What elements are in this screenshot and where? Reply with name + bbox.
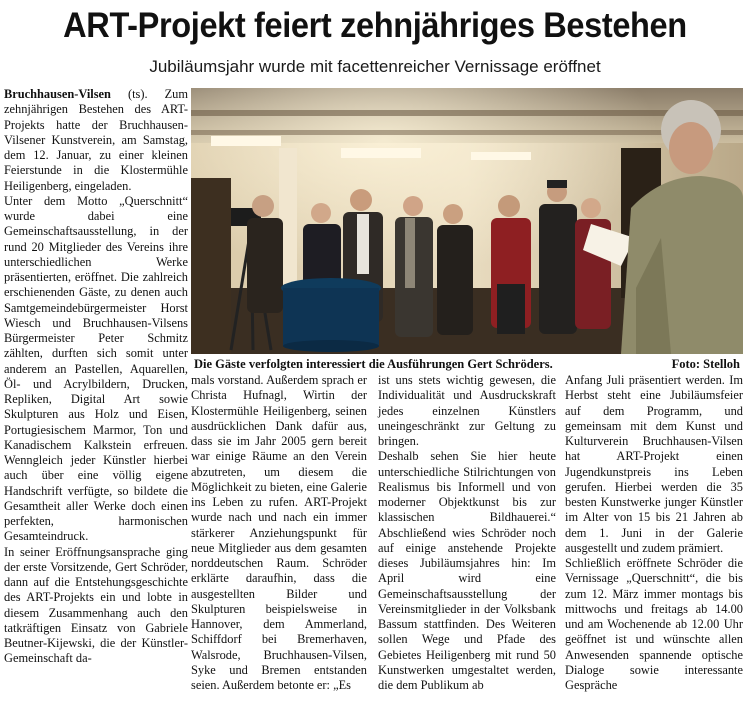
- article-column-2: [191, 373, 367, 693]
- paragraph-4-end: Anfang Juli präsentiert werden. Im Herbst steht eine Jubiläumsfeier auf dem Programm, und gemeinsam mit dem Kunst und Kulturverein Bruchhausen-Vilsen hat ART-Projekt einen Jugendkunstpreis ins Leben gerufen. Hierbei werden die 35 besten Kunstwerke junger Künstler im Alter von 15 bis 21 Jahren ab dem 1. Juni in der Galerie ausgestellt und zudem prämiert.: [565, 373, 743, 555]
- paragraph-2: Unter dem Motto „Querschnitt“ wurde dabei eine Gemeinschaftsausstellung, in der rund 20 Mitglieder des Vereins ihre unterschiedlichen Werke präsentierten, eröffnet. Die zahlreich erschienenden Gäste, zu denen auch Samtgemeindebürgermeister Horst Wiesch und Bruchhausen-Vilsens Bürgermeister Peter Schmitz zählten, durften sich somit unter anderem an Pastellen, Aquarellen, Öl- und Acrylbildern, Drucken, Repliken, Digital Art sowie Skulpturen aus Holz und Eisen, Portugiesischem Marmor, Ton und Kanadischem Kalkstein erfreuen. Wenngleich jeder Künstler hierbei auch über eine völlig eigene Handschrift verfügte, so bildete die Gesamtheit aller Werke doch einen perfekten, harmonischen Gesamteindruck.: [4, 193, 188, 544]
- subheadline: Jubiläumsjahr wurde mit facettenreicher Vernissage eröffnet: [149, 57, 601, 76]
- photo-caption-bar: [194, 357, 740, 372]
- paragraph-5: Schließlich eröffnete Schröder die Vernissage „Querschnitt“, die bis zum 12. März immer montags bis mittwochs und freitags ab 14.00 und am Wochenende ab 12.00 Uhr geöffnet ist und wünschte allen Anwesenden spannende optische Dialoge sowie interessante Gespräche: [565, 556, 743, 692]
- paragraph-1: [4, 87, 188, 194]
- paragraph-3-continued: mals vorstand. Außerdem sprach er Christa Hufnagl, Wirtin der Klostermühle Heiligenberg, seinen ausdrücklichen Dank dafür aus, dass sie im Jahr 2005 gern bereit war einige Räume an den Verein abzutreten, um diesem die Möglichkeit zu bieten, eine Galerie ins Leben zu rufen. ART-Projekt wurde nach und nach ein immer stärkerer Anziehungspunkt für neue Mitglieder aus dem gesamten norddeutschen Raum. Schröder erklärte daraufhin, dass die ausgestellten Bilder und Skulpturen beispielsweise in Hannover, dem Ammerland, Schiffdorf bei Bremerhaven, Walsrode, Bruchhausen-Vilsen, Syke und Bremen entstanden seien. Außerdem betonte er: „Es: [191, 373, 367, 692]
- paragraph-1-text: Zum zehnjährigen Bestehen des ART-Projekts hatte der Bruchhausen-Vilsener Kunstverein, am Samstag, dem 12. Januar, zu einer kleinen Feierstunde in die Klostermühle Heiligenberg, eingeladen.: [4, 87, 188, 193]
- author-tag: (ts).: [110, 87, 148, 101]
- headline: ART-Projekt feiert zehnjähriges Bestehen: [63, 6, 687, 45]
- paragraph-3-start: In seiner Eröffnungsansprache ging der erste Vorsitzende, Gert Schröder, dann auf die Entstehungsgeschichte des ART-Projekts ein und lobte in diesem Zusammenhang auch den tatkräftigen Einsatz von Gabriele Beutner-Kijewski, die der Künstler-Gemeinschaft da-: [4, 544, 188, 666]
- paragraph-3-end: ist uns stets wichtig gewesen, die Individualität und Ausdruckskraft jedes einzelnen Künstlers uneingeschränkt zur Geltung zu bringen.: [378, 373, 556, 448]
- photo-caption: Die Gäste verfolgten interessiert die Ausführungen Gert Schröders.: [194, 357, 553, 371]
- article-column-1: [4, 87, 188, 667]
- article-column-3: [378, 373, 556, 693]
- dateline: Bruchhausen-Vilsen: [4, 87, 111, 101]
- article-photo: [191, 88, 743, 354]
- paragraph-4-start: Deshalb sehen Sie hier heute unterschiedliche Stilrichtungen von Realismus bis Informell und von moderner Objektkunst bis zur klassischen Bildhauerei.“ Abschließend wies Schröder noch auf einige anstehende Projekte dieses Jubiläumsjahres hin: Im April wird eine Gemeinschaftsausstellung der Vereinsmitglieder in der Volksbank Bassum stattfinden. Des Weiteren sollen Wege und Pfade des Gebietes Heiligenberg mit rund 50 Kunstwerken umgestaltet werden, die dem Publikum ab: [378, 449, 556, 692]
- article-column-4: [565, 373, 743, 693]
- gallery-event-photo: [191, 88, 743, 354]
- photo-credit: Foto: Stelloh: [671, 357, 740, 371]
